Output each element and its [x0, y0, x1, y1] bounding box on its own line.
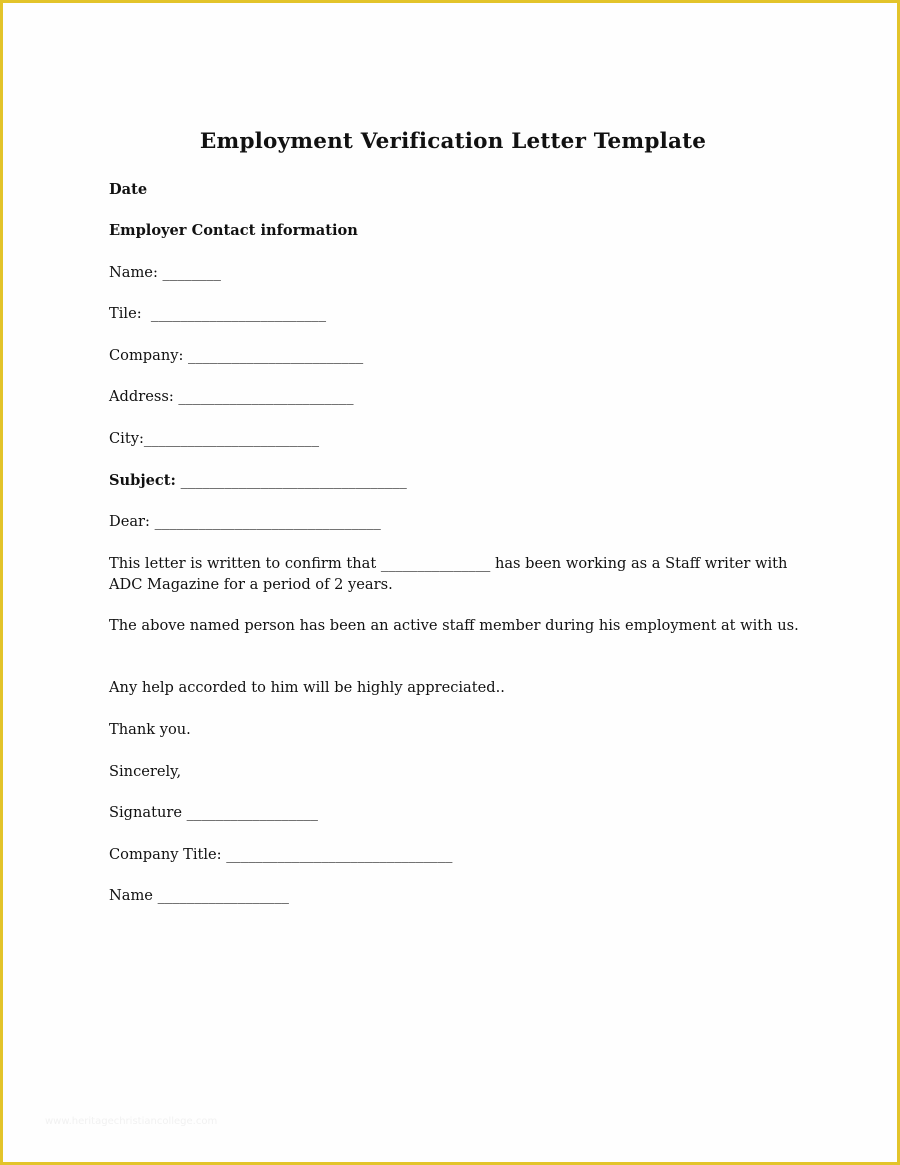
address-field: Address: ________________________: [109, 388, 354, 405]
subject-blank: _______________________________: [175, 472, 407, 489]
dear-field: Dear: _______________________________: [109, 513, 381, 530]
watermark-text: www.heritagechristiancollege.com: [45, 1116, 218, 1127]
company-field: Company: ________________________: [109, 347, 364, 364]
appreciation-paragraph: Any help accorded to him will be highly appreciated..: [109, 679, 505, 696]
signer-name-field: Name __________________: [109, 887, 289, 904]
subject-label: Subject:: [109, 472, 176, 489]
signature-field: Signature __________________: [109, 804, 318, 821]
city-field: City:________________________: [109, 430, 319, 447]
company-title-field: Company Title: _______________________________: [109, 846, 453, 863]
letter-template: [3, 3, 897, 1162]
name-field: Name: ________: [109, 264, 221, 281]
employer-contact-heading: Employer Contact information: [109, 222, 358, 239]
staff-member-paragraph: The above named person has been an active staff member during his employment at with us.: [109, 617, 799, 634]
date-label: Date: [109, 181, 148, 198]
subject-field: [109, 470, 407, 491]
confirmation-paragraph: This letter is written to confirm that _______________ has been working as a Staff writer with ADC Magazine for a period of 2 years.: [109, 555, 788, 593]
document-title: Employment Verification Letter Template: [199, 129, 707, 154]
thank-you-text: Thank you.: [109, 721, 191, 738]
title-field: Tile: ________________________: [109, 305, 327, 322]
sincerely-text: Sincerely,: [109, 763, 182, 780]
